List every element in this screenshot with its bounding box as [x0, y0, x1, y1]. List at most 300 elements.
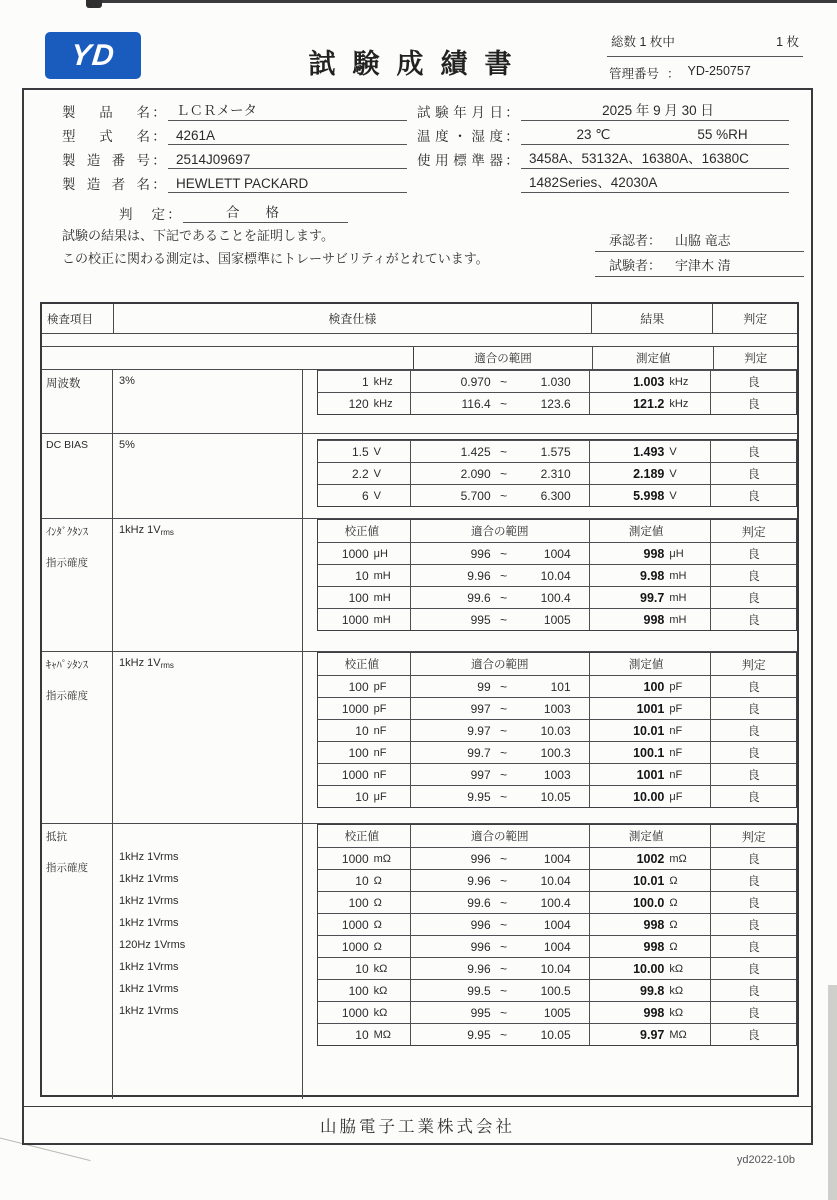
measured-cell [590, 958, 712, 979]
inductance-values [317, 519, 797, 651]
gap [303, 370, 317, 433]
measured-number: 998 [643, 612, 665, 627]
table-row [318, 586, 796, 608]
section-condition-cell [113, 370, 303, 433]
colon: ： [152, 177, 166, 192]
col-header-result: 結果 [591, 304, 712, 333]
cal-value-cell [318, 720, 411, 741]
measured-unit: nF [669, 724, 683, 737]
table-row [318, 542, 796, 564]
resistance-rows [318, 847, 796, 1045]
judge-header: 判定 [741, 524, 766, 539]
range-cell [411, 565, 590, 586]
cal-value-cell [318, 892, 411, 913]
range-high: 123.6 [540, 396, 571, 411]
frequency-inner-table [317, 370, 797, 415]
cal-unit: V [373, 489, 381, 502]
tilde: ~ [500, 374, 508, 389]
cal-unit: nF [373, 768, 387, 781]
cal-value-cell [318, 698, 411, 719]
condition-text: 1kHz 1Vrms [119, 873, 179, 885]
range-cell [411, 609, 590, 630]
measured-number: 998 [643, 1005, 665, 1020]
cal-number: 10 [355, 961, 369, 976]
judge-cell: 良 [747, 467, 760, 481]
measured-number: 1001 [636, 701, 665, 716]
cal-unit: nF [373, 746, 387, 759]
capacitance-inner-table [317, 652, 797, 808]
measured-cell [590, 698, 712, 719]
section-resistance [42, 824, 797, 1099]
range-cell [411, 485, 590, 506]
range-low: 5.700 [460, 488, 491, 503]
measured-cell [590, 848, 712, 869]
range-cell [411, 441, 590, 462]
table-row [318, 741, 796, 763]
cal-number: 100 [348, 590, 369, 605]
cal-number: 1.5 [351, 444, 369, 459]
cal-unit: μH [373, 547, 388, 560]
judge-cell: 良 [747, 445, 760, 459]
judge-cell: 良 [747, 569, 760, 583]
table-row [318, 440, 796, 462]
table-row [318, 370, 796, 392]
table-row [318, 564, 796, 586]
gap [303, 519, 317, 651]
range-low: 995 [470, 1005, 491, 1020]
cal-number: 1 [361, 374, 369, 389]
range-high: 10.05 [540, 789, 571, 804]
cal-unit: nF [373, 724, 387, 737]
range-high: 10.04 [540, 961, 571, 976]
serial-label: 製造番号 [62, 153, 150, 168]
judge-cell: 良 [747, 896, 760, 910]
range-cell [411, 892, 590, 913]
tilde: ~ [500, 917, 508, 932]
measured-unit: mΩ [669, 852, 687, 865]
measured-unit: Ω [669, 940, 678, 953]
cal-value-cell [318, 676, 411, 697]
judge-cell: 良 [747, 591, 760, 605]
cal-number: 1000 [341, 851, 369, 866]
range-cell [411, 463, 590, 484]
tilde: ~ [500, 767, 508, 782]
range-low: 1.425 [460, 444, 491, 459]
range-header: 適合の範囲 [411, 653, 590, 675]
judge-cell: 良 [747, 702, 760, 716]
range-high: 1003 [543, 767, 571, 782]
tilde: ~ [500, 590, 508, 605]
approver-name: 山脇 竜志 [675, 232, 731, 248]
test-date-row [417, 97, 807, 121]
condition-text: 1kHz 1Vrms [119, 961, 179, 973]
range-low: 99.6 [467, 590, 491, 605]
measured-number: 998 [643, 546, 665, 561]
measured-unit: pF [669, 680, 683, 693]
range-cell [411, 936, 590, 957]
temp-humidity-value [521, 127, 789, 145]
cal-number: 100 [348, 745, 369, 760]
cal-unit: mΩ [373, 852, 392, 865]
cal-number: 100 [348, 983, 369, 998]
range-cell [411, 870, 590, 891]
cal-unit: Ω [373, 940, 382, 953]
section-dc-bias [42, 434, 797, 519]
measured-cell [590, 892, 712, 913]
table-row [318, 763, 796, 785]
tilde: ~ [500, 701, 508, 716]
bottom-spacer [317, 808, 797, 823]
cal-unit: kΩ [373, 962, 388, 975]
cal-number: 10 [355, 723, 369, 738]
range-low: 9.95 [467, 789, 491, 804]
temp-humidity-row [417, 121, 807, 145]
measured-number: 5.998 [633, 488, 665, 503]
cal-number: 10 [355, 1027, 369, 1042]
colon: ： [505, 105, 519, 120]
test-date-value: 2025 年 9 月 30 日 [521, 99, 789, 121]
serial-value: 2514J09697 [168, 152, 407, 169]
approver-label: 承認者： [609, 232, 662, 248]
measured-unit: pF [669, 702, 683, 715]
measured-number: 1.003 [633, 374, 665, 389]
tilde: ~ [500, 546, 508, 561]
tester-name: 宇津木 清 [675, 257, 731, 273]
cal-number: 1000 [341, 612, 369, 627]
judge-cell: 良 [747, 874, 760, 888]
measured-cell [590, 441, 712, 462]
measured-number: 10.00 [633, 961, 665, 976]
product-name-label: 製品名 [62, 105, 150, 120]
section-name-cell [42, 652, 113, 823]
inner-header-row [318, 520, 796, 542]
logo-text: YD [69, 38, 117, 72]
cal-unit: MΩ [373, 1028, 392, 1041]
range-cell [411, 1024, 590, 1045]
overall-judgement-row [62, 197, 407, 223]
measured-number: 998 [643, 917, 665, 932]
resistance-inner-table [317, 824, 797, 1046]
range-cell [411, 786, 590, 807]
measured-header: 測定値 [590, 520, 712, 542]
standards-row [417, 145, 807, 169]
range-header: 適合の範囲 [411, 825, 590, 847]
subheader-spacer [42, 347, 413, 369]
table-row [318, 1001, 796, 1023]
judge-cell: 良 [747, 940, 760, 954]
table-row [318, 979, 796, 1001]
section-condition-cell [113, 519, 303, 651]
cal-number: 10 [355, 568, 369, 583]
model-row [62, 121, 407, 145]
range-high: 6.300 [540, 488, 571, 503]
cal-value-cell [318, 764, 411, 785]
condition-text: 1kHz 1V [119, 657, 161, 669]
measured-cell [590, 980, 712, 1001]
judge-cell: 良 [747, 375, 760, 389]
section-name: ｷｬﾊﾟｼﾀﾝｽ [46, 659, 88, 671]
bottom-spacer [317, 415, 797, 433]
company-name: 山脇電子工業株式会社 [320, 1118, 515, 1136]
measured-number: 100.1 [633, 745, 665, 760]
tilde: ~ [500, 895, 508, 910]
sheet-total-label: 総数 1 枚中 [611, 35, 675, 49]
tilde: ~ [500, 939, 508, 954]
document-header [0, 0, 837, 88]
table-row [318, 1023, 796, 1045]
condition-list [119, 824, 300, 1044]
manufacturer-row [62, 169, 407, 193]
gap [303, 824, 317, 1099]
cal-value-cell [318, 609, 411, 630]
tilde: ~ [500, 789, 508, 804]
colon: ： [152, 129, 166, 144]
table-row [318, 913, 796, 935]
range-low: 99 [477, 679, 491, 694]
tilde: ~ [500, 723, 508, 738]
model-value: 4261A [168, 128, 407, 145]
section-frequency [42, 334, 797, 434]
cal-value-cell [318, 870, 411, 891]
cal-number: 10 [355, 873, 369, 888]
range-cell [411, 742, 590, 763]
cal-value-cell [318, 958, 411, 979]
cal-number: 1000 [341, 917, 369, 932]
standards-value-2: 1482Series、42030A [521, 171, 789, 193]
sheet-count [607, 30, 803, 56]
tilde: ~ [500, 488, 508, 503]
frequency-subheader [42, 347, 797, 370]
range-header: 適合の範囲 [411, 520, 590, 542]
condition-text: 1kHz 1Vrms [119, 851, 179, 863]
section-name: 抵抗 [46, 831, 67, 843]
measured-unit: kHz [669, 375, 689, 388]
cal-unit: Ω [373, 896, 382, 909]
condition-text [119, 1022, 300, 1044]
section-condition-cell [113, 652, 303, 823]
table-row [318, 392, 796, 414]
judge-cell: 良 [747, 613, 760, 627]
range-cell [411, 371, 590, 392]
dc-bias-inner-table [317, 439, 797, 507]
signoff-block [595, 227, 804, 277]
cal-number: 2.2 [351, 466, 369, 481]
range-high: 10.03 [540, 723, 571, 738]
measured-number: 99.8 [640, 983, 665, 998]
control-number-row [607, 56, 803, 82]
measured-header: 測定値 [590, 653, 712, 675]
measured-number: 9.98 [640, 568, 665, 583]
judge-cell: 良 [747, 852, 760, 866]
condition-subscript: rms [160, 661, 174, 670]
range-high: 101 [550, 679, 571, 694]
tilde: ~ [500, 679, 508, 694]
certificate-body-frame [22, 88, 813, 1145]
document-title: 試験成績書 [308, 49, 529, 79]
range-high: 1.030 [540, 374, 571, 389]
measured-cell [590, 393, 712, 414]
cal-header: 校正値 [318, 520, 411, 542]
range-low: 0.970 [460, 374, 491, 389]
cal-unit: kHz [373, 397, 393, 410]
range-high: 1003 [543, 701, 571, 716]
range-low: 99.7 [467, 745, 491, 760]
condition-text: 1kHz 1Vrms [119, 917, 179, 929]
measured-unit: V [669, 445, 677, 458]
range-cell [411, 587, 590, 608]
cal-value-cell [318, 565, 411, 586]
measured-cell [590, 463, 712, 484]
gap [303, 434, 317, 518]
product-name-value: ＬＣＲメータ [168, 99, 407, 121]
measured-cell [590, 1002, 712, 1023]
cal-unit: pF [373, 680, 387, 693]
range-high: 100.4 [540, 590, 571, 605]
cal-unit: mH [373, 569, 391, 582]
measured-cell [590, 485, 712, 506]
range-cell [411, 1002, 590, 1023]
measured-unit: mH [669, 613, 687, 626]
condition-text: 5% [119, 439, 135, 451]
range-cell [411, 720, 590, 741]
gap [303, 652, 317, 823]
judge-cell: 良 [747, 1006, 760, 1020]
measured-number: 10.01 [633, 873, 665, 888]
range-high: 100.4 [540, 895, 571, 910]
condition-spacer [119, 824, 300, 846]
cal-value-cell [318, 914, 411, 935]
measured-number: 2.189 [633, 466, 665, 481]
inductance-rows [318, 542, 796, 630]
frequency-body [42, 370, 797, 433]
table-row [318, 869, 796, 891]
condition-subscript: rms [160, 528, 174, 537]
measured-cell [590, 565, 712, 586]
serial-row [62, 145, 407, 169]
condition-text: 1kHz 1Vrms [119, 983, 179, 995]
measured-unit: Ω [669, 874, 678, 887]
range-low: 996 [470, 851, 491, 866]
cal-unit: V [373, 445, 381, 458]
capacitance-rows [318, 675, 796, 807]
measured-number: 121.2 [633, 396, 665, 411]
table-row [318, 608, 796, 630]
table-row [318, 847, 796, 869]
judge-cell: 良 [747, 489, 760, 503]
range-high: 1004 [543, 851, 571, 866]
range-high: 1.575 [540, 444, 571, 459]
measured-unit: nF [669, 768, 683, 781]
frequency-rows [318, 370, 796, 414]
measured-unit: kΩ [669, 984, 684, 997]
tilde: ~ [500, 745, 508, 760]
measured-unit: kΩ [669, 962, 684, 975]
judge-header: 判定 [741, 657, 766, 672]
judge-cell: 良 [747, 746, 760, 760]
cal-unit: μF [373, 790, 387, 803]
capacitance-values [317, 652, 797, 823]
cal-unit: Ω [373, 918, 382, 931]
range-high: 1004 [543, 546, 571, 561]
cal-header: 校正値 [318, 653, 411, 675]
results-table [40, 302, 799, 1097]
table-row [318, 675, 796, 697]
range-high: 1005 [543, 1005, 571, 1020]
tilde: ~ [500, 612, 508, 627]
cal-number: 1000 [341, 701, 369, 716]
subheader-measured: 測定値 [592, 347, 713, 369]
measured-unit: MΩ [669, 1028, 687, 1041]
measured-cell [590, 742, 712, 763]
tilde: ~ [500, 1005, 508, 1020]
measured-unit: Ω [669, 918, 678, 931]
cal-value-cell [318, 1002, 411, 1023]
range-low: 996 [470, 546, 491, 561]
table-row [318, 719, 796, 741]
range-low: 99.6 [467, 895, 491, 910]
colon: ： [505, 129, 519, 144]
tilde: ~ [500, 444, 508, 459]
measured-number: 1002 [636, 851, 665, 866]
standards-value: 3458A、53132A、16380A、16380C [521, 147, 789, 169]
measured-number: 99.7 [640, 590, 665, 605]
range-cell [411, 393, 590, 414]
range-low: 995 [470, 612, 491, 627]
measured-number: 1.493 [633, 444, 665, 459]
control-number-value: YD-250757 [687, 64, 751, 78]
table-row [318, 785, 796, 807]
range-low: 997 [470, 767, 491, 782]
cal-unit: Ω [373, 874, 382, 887]
range-high: 10.05 [540, 1027, 571, 1042]
range-cell [411, 958, 590, 979]
statement-line-2: この校正に関わる測定は、国家標準にトレーサビリティがとれています。 [62, 251, 489, 266]
range-low: 996 [470, 917, 491, 932]
judge-cell: 良 [747, 1028, 760, 1042]
judge-cell: 良 [747, 918, 760, 932]
condition-text: 120Hz 1Vrms [119, 939, 186, 951]
resistance-values [317, 824, 797, 1099]
tilde: ~ [500, 466, 508, 481]
measured-unit: Ω [669, 896, 678, 909]
statement-line-1: 試験の結果は、下記であることを証明します。 [62, 228, 334, 243]
cal-value-cell [318, 742, 411, 763]
section-name: ｲﾝﾀﾞｸﾀﾝｽ [46, 526, 88, 538]
temperature-value: 23 ℃ [576, 127, 611, 142]
cal-unit: kΩ [373, 1006, 388, 1019]
humidity-value: 55 %RH [697, 127, 748, 142]
header-meta [607, 30, 803, 82]
cal-unit: kΩ [373, 984, 388, 997]
col-header-item: 検査項目 [42, 304, 114, 333]
section-inductance [42, 519, 797, 652]
condition-rows [119, 846, 300, 1044]
tester-row [595, 252, 804, 277]
range-low: 9.97 [467, 723, 491, 738]
cal-value-cell [318, 936, 411, 957]
judge-cell: 良 [747, 790, 760, 804]
judge-cell: 良 [747, 984, 760, 998]
range-low: 99.5 [467, 983, 491, 998]
range-high: 1004 [543, 917, 571, 932]
judge-cell: 良 [747, 547, 760, 561]
measured-cell [590, 609, 712, 630]
test-info [417, 97, 807, 193]
cal-value-cell [318, 1024, 411, 1045]
range-low: 9.96 [467, 568, 491, 583]
cal-number: 6 [361, 488, 369, 503]
measured-unit: V [669, 489, 677, 502]
